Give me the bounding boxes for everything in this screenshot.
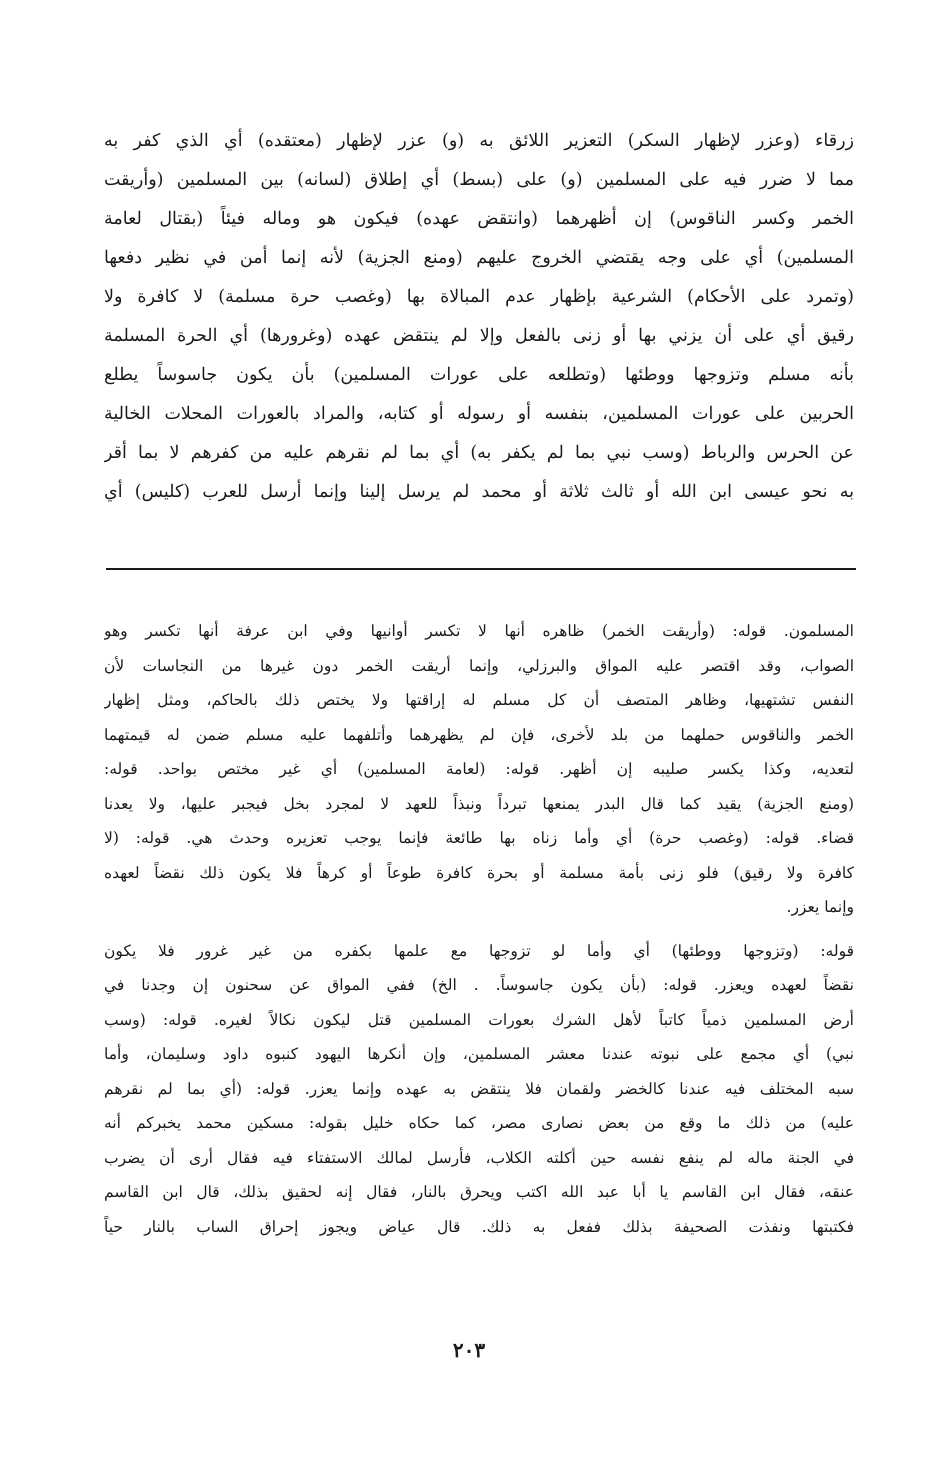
footnote-paragraph: [104, 934, 854, 1245]
main-text-line: الحربين على عورات المسلمين، بنفسه أو رسوله أو كتابه، والمراد بالعورات المحلات الخالية: [104, 404, 854, 424]
main-text-line: به نحو عيسى ابن الله أو ثالث ثلاثة أو محمد لم يرسل إلينا وإنما أرسل للعرب (كليس) أي: [104, 482, 854, 502]
page-number: ٢٠٣: [452, 1338, 486, 1362]
footnote-line: نقضاً لعهده ويعزر. قوله: (بأن يكون جاسوساً. . الخ) ففي المواق عن سحنون إن وجدنا في: [104, 976, 854, 994]
footnotes-block: [104, 614, 854, 1244]
footnote-paragraph: [104, 614, 854, 925]
footnote-line: (ومنع الجزية) يقيد كما قال البدر يمنعها تبرداً ونبذاً للعهد لا لمجرد بخل فيجبر عليها، ولا يعدنا: [104, 794, 854, 813]
footnote-line: عليه) من ذلك ما وقع من بعض نصارى مصر، كما حكاه خليل بقوله: مسكين محمد يخبركم أنه: [104, 1114, 854, 1132]
footnote-line: لتعديه، وكذا يكسر صليبه إن أظهر. قوله: (لعامة المسلمين) أي غير مختص بواحد. قوله:: [104, 760, 854, 778]
footnote-line: الصواب، وقد اقتصر عليه المواق والبرزلي، وإنما أريقت الخمر دون غيرها من النجاسات لأن: [104, 656, 854, 675]
footnote-line: كافرة ولا رقيق) فلو زنى بأمة مسلمة أو بحرة كافرة طوعاً أو كرهاً فلا يكون ذلك نقضاً لعهده: [104, 863, 854, 882]
main-text-line: زرقاء (وعزر لإظهار السكر) التعزير اللائق به (و) عزر لإظهار (معتقده) أي الذي كفر به: [104, 131, 854, 151]
footnote-line: قضاء. قوله: (وغصب حرة) أي وأما زناه بها طائعة فإنما يوجب تعزيره وحدث هي. قوله: (لا: [104, 829, 854, 847]
footnote-separator: [106, 568, 856, 570]
main-text-line: عن الحرس والرباط (وسب نبي بما لم يكفر به) أي بما لم نقرهم عليه من كفرهم لا بما أقر: [104, 443, 854, 463]
footnote-line: النفس تشتهيها، وظاهر المتصف أن كل مسلم له إراقتها ولا يختص ذلك بالحاكم، ومثل إظهار: [104, 691, 854, 709]
footnote-line: قوله: (وتزوجها ووطئها) أي وأما لو تزوجها مع علمها بكفره من غير غرور فلا يكون: [104, 941, 854, 960]
footnote-line: أرض المسلمين ذمياً كاتباً لأهل الشرك بعورات المسلمين قتل ليكون نكالاً لغيره. قوله: (وسب: [104, 1010, 854, 1029]
main-text-line: رقيق أي على أن يزني بها أو زنى بالفعل وإلا لم ينتقض عهده (وغرورها) أي الحرة المسلمة: [104, 326, 854, 346]
footnote-line: في الجنة ماله لم ينفع نفسه حين أكلته الكلاب، فأرسل لمالك الاستفتاء فيه فقال أرى أن يضرب: [104, 1148, 854, 1167]
main-text-line: (وتمرد على الأحكام) الشرعية بإظهار عدم المبالاة بها (وغصب حرة مسلمة) لا كافرة ولا: [104, 287, 854, 307]
main-text-block: [104, 122, 854, 512]
footnote-line: نبي) أي مجمع على نبوته عندنا معشر المسلمين، وإن أنكرها اليهود كنبوه داود وسليمان، وأما: [104, 1045, 854, 1063]
main-text-line: المسلمين) أي على وجه يقتضي الخروج عليهم (ومنع الجزية) لأنه إنما أمن في نظير دفعها: [104, 248, 854, 268]
main-text-line: مما لا ضرر فيه على المسلمين (و) على (بسط) أي إطلاق (لسانه) بين المسلمين (وأريقت: [104, 170, 854, 190]
footnote-line: عنقه، فقال ابن القاسم يا أبا عبد الله اكتب ويحرق بالنار، فقال إنه لحقيق بذلك، قال ابن القاسم: [104, 1183, 854, 1201]
footnote-line: الخمر والناقوس حملهما من بلد لأخرى، فإن لم يظهرهما وأتلفهما عليه مسلم ضمن له قيمتهما: [104, 725, 854, 744]
footnote-line: فكتبتها ونفذت الصحيفة بذلك ففعل به ذلك. قال عياض ويجوز إحراق الساب بالنار حياً: [104, 1217, 854, 1236]
footnote-line: سبه المختلف فيه عندنا كالخضر ولقمان فلا ينتقض به عهده وإنما يعزر. قوله: (أي بما لم نقرهم: [104, 1079, 854, 1098]
footnote-line: المسلمون. قوله: (وأريقت الخمر) ظاهره أنها لا تكسر أوانيها وفي ابن عرفة أنها تكسر وهو: [104, 622, 854, 640]
main-text-line: بأنه مسلم وتزوجها ووطئها (وتطلعه على عورات المسلمين) بأن يكون جاسوساً يطلع: [104, 365, 854, 385]
main-text-line: الخمر وكسر الناقوس) إن أظهرهما (وانتقض عهده) فيكون هو وماله فيئاً (بقتال لعامة: [104, 209, 854, 229]
footnote-line: وإنما يعزر.: [786, 898, 854, 916]
